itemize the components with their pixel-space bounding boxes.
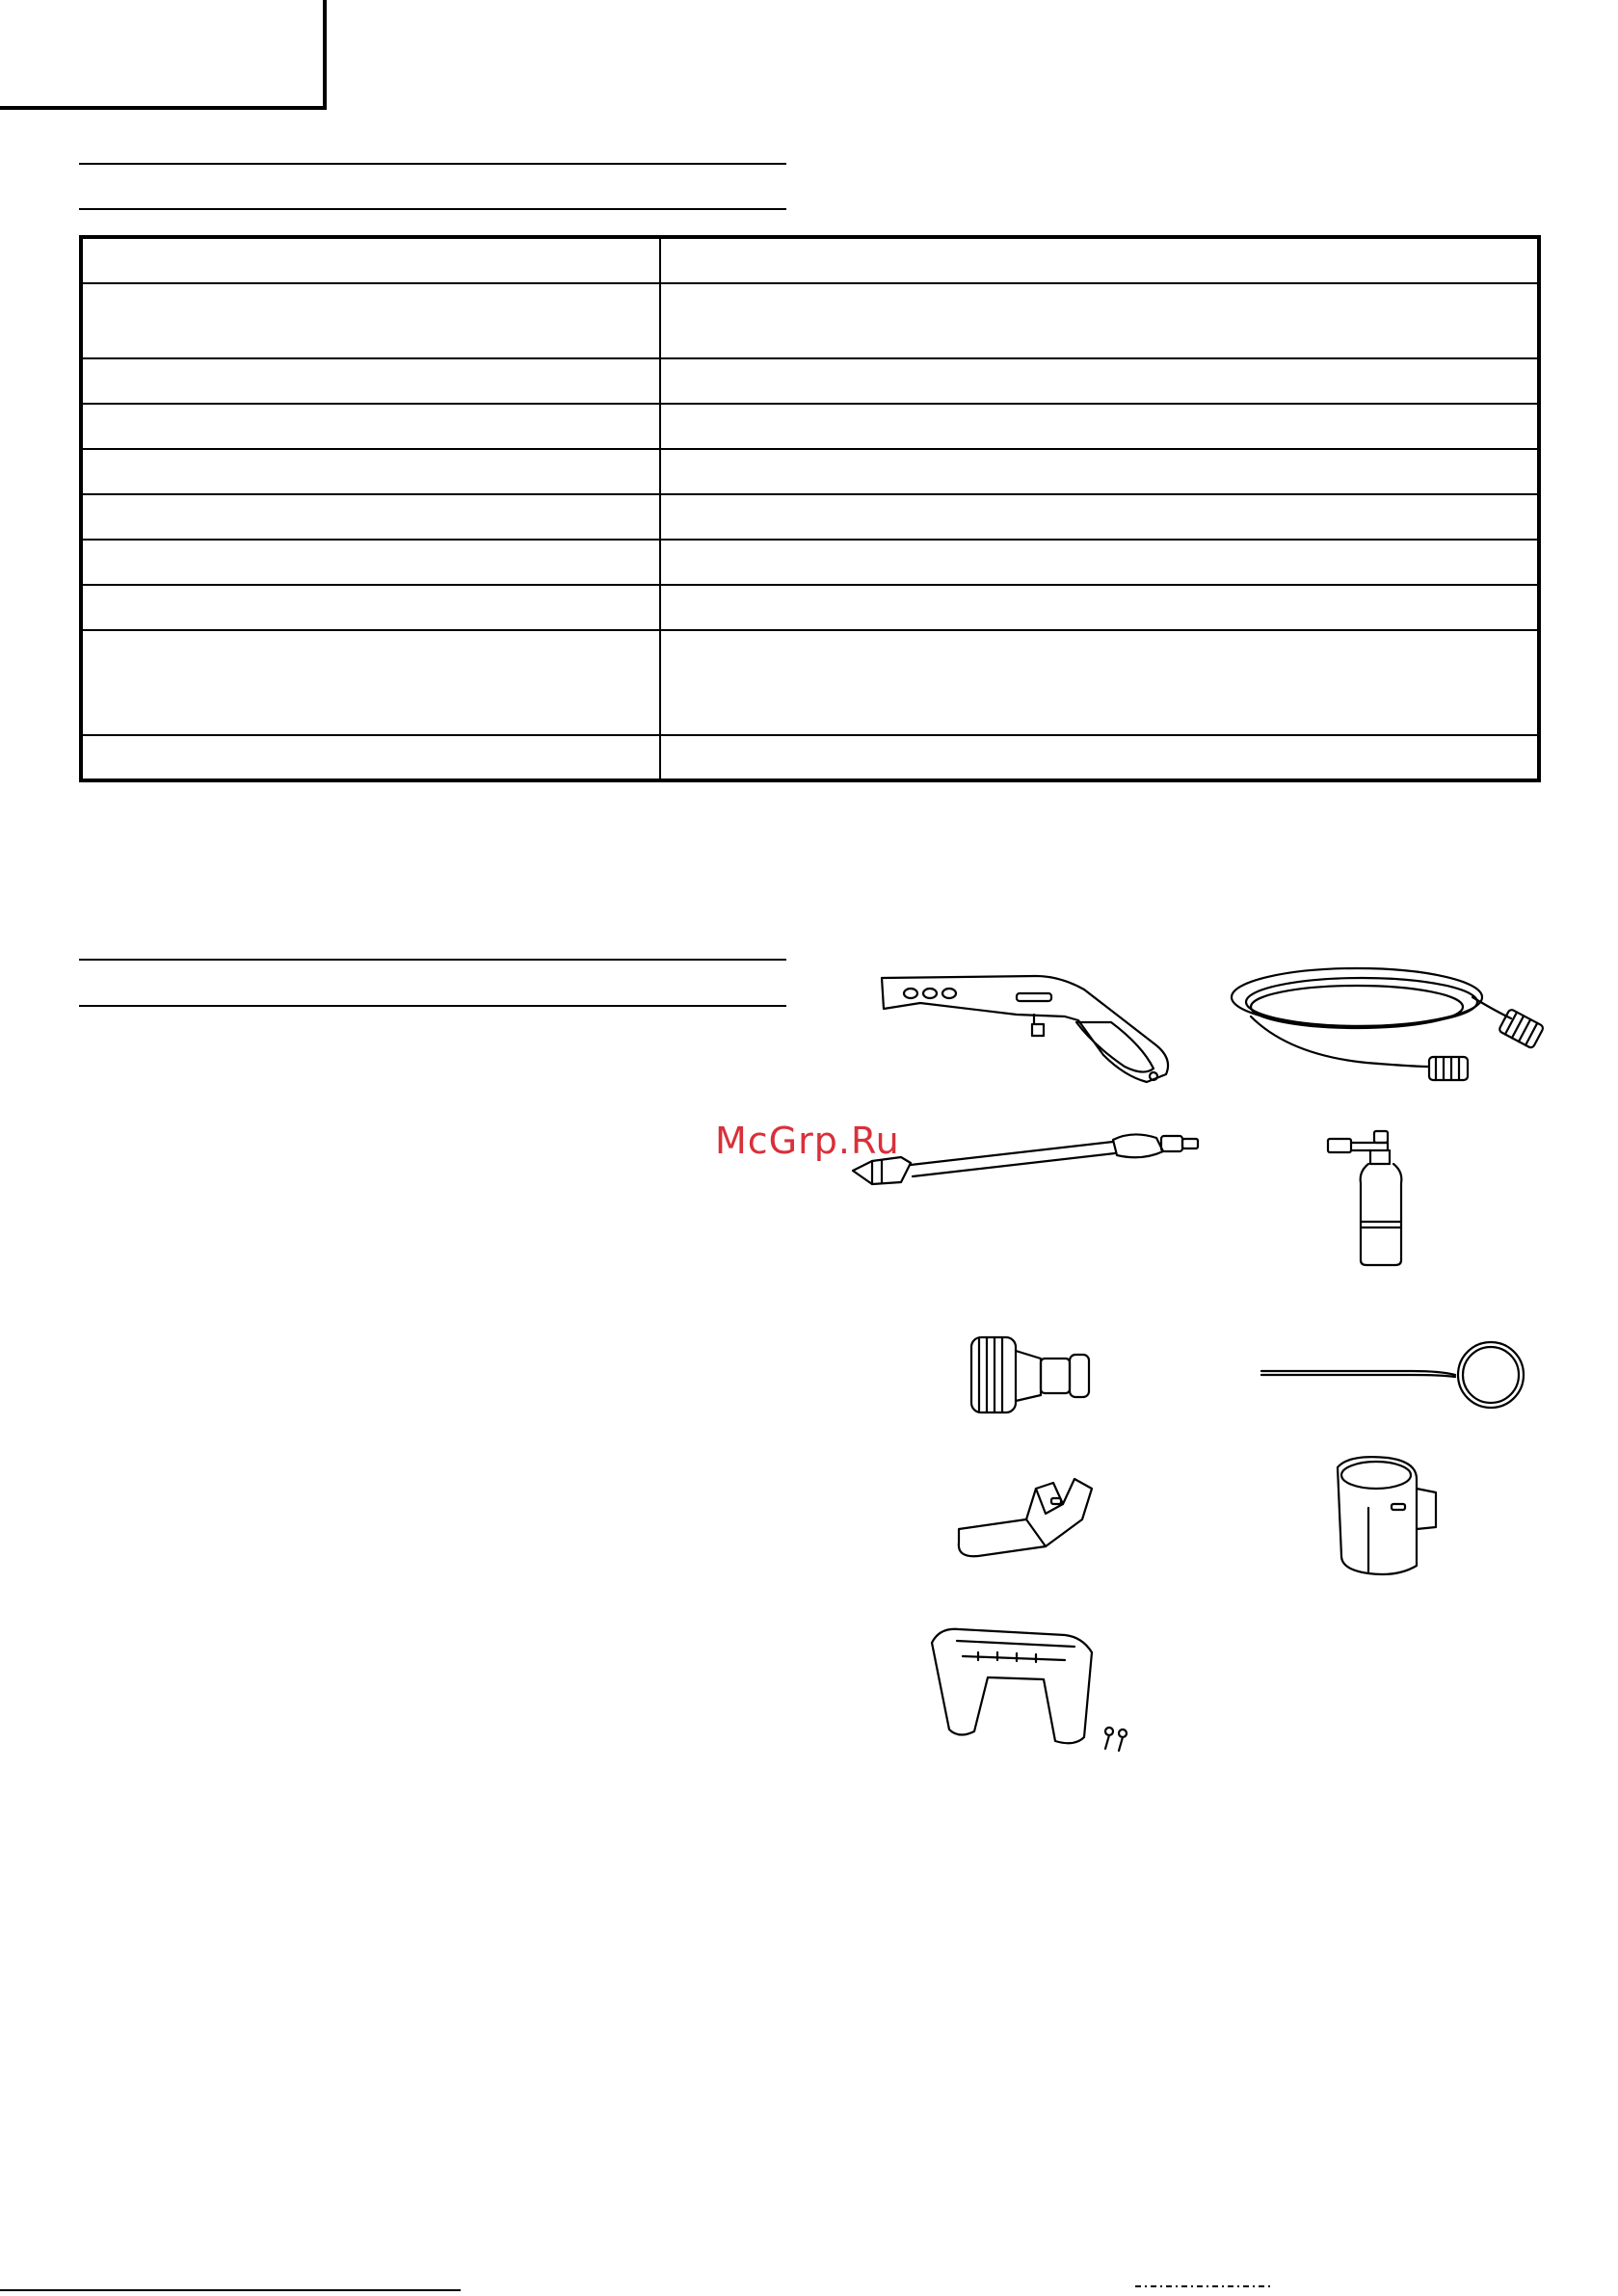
hose-connector-icon [964,1320,1099,1426]
spec-label [81,630,660,735]
table-row [81,585,1539,630]
spec-value [660,735,1539,780]
spec-label [81,540,660,585]
trigger-gun-icon [872,968,1190,1094]
spec-value [660,358,1539,404]
spec-value [660,630,1539,735]
table-row [81,237,1539,283]
table-row [81,449,1539,494]
detergent-bottle-icon [1320,1125,1417,1270]
spec-value [660,404,1539,449]
table-row [81,494,1539,540]
spec-heading-rule-top [79,163,786,165]
table-row [81,283,1539,358]
spec-label [81,735,660,780]
spec-value [660,494,1539,540]
spec-label [81,585,660,630]
spray-lance-icon [843,1122,1209,1195]
spec-label [81,494,660,540]
footer-rule [0,2289,461,2291]
table-row [81,735,1539,780]
footer-marks [1135,2283,1270,2289]
spec-heading-rule-bottom [79,208,786,210]
nozzle-cleaning-needle-icon [1258,1334,1532,1421]
table-row [81,630,1539,735]
carry-handle-with-screws-icon [920,1623,1137,1763]
spec-label [81,358,660,404]
hose-holder-icon [949,1469,1103,1570]
spec-value [660,540,1539,585]
spec-label [81,404,660,449]
spec-value [660,237,1539,283]
table-row [81,540,1539,585]
accessories-heading-rule-bottom [79,1005,786,1007]
spec-value [660,283,1539,358]
specifications-table [79,235,1541,782]
spec-label [81,449,660,494]
table-row [81,404,1539,449]
spec-label [81,237,660,283]
watermark: McGrp.Ru [715,1120,900,1162]
spec-value [660,585,1539,630]
accessories-heading-rule-top [79,959,786,961]
lance-holder-icon [1330,1450,1450,1585]
spec-label [81,283,660,358]
table-row [81,358,1539,404]
spec-value [660,449,1539,494]
page-number-box [0,0,327,110]
high-pressure-hose-icon [1222,959,1554,1094]
